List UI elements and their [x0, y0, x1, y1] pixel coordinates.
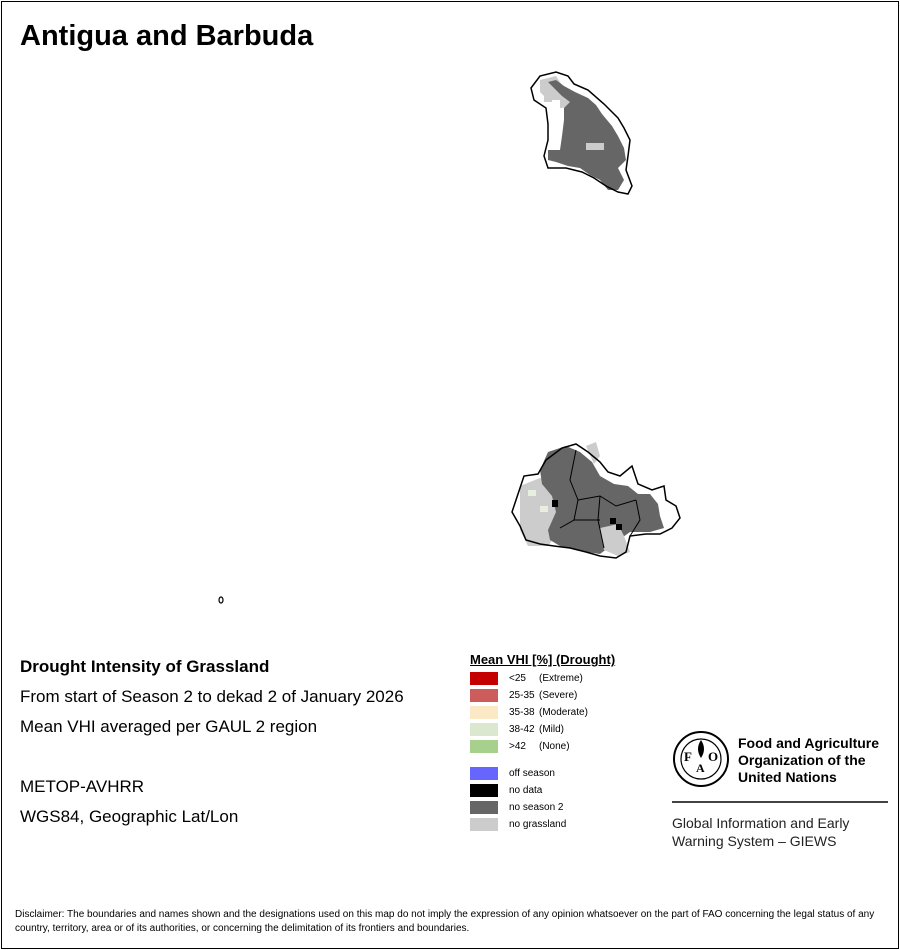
legend-label: 38-42	[509, 724, 535, 735]
fao-org-name	[738, 735, 898, 786]
disclaimer: Disclaimer: The boundaries and names shown and the designations used on this map do not imply the expression of any opinion whatsoever on the part of FAO concerning the legal status of any country, territory, area or of its authorities, or concerning the delimitation of its frontiers and boundaries.	[15, 909, 875, 934]
legend-note: (Extreme)	[539, 673, 583, 684]
fao-emblem-icon	[672, 730, 730, 788]
legend-swatch	[470, 740, 498, 753]
giews-line: Global Information and Early	[672, 815, 850, 831]
legend-label: no grassland	[509, 819, 567, 830]
barbuda-light-patch	[544, 96, 552, 102]
antigua-island	[512, 442, 680, 558]
map-title: Antigua and Barbuda	[20, 20, 314, 52]
legend-label: 35-38	[509, 707, 535, 718]
antigua-no-data	[616, 524, 622, 530]
redonda-island	[219, 597, 223, 603]
fao-org-line: United Nations	[738, 769, 837, 785]
legend-note: (Severe)	[539, 690, 578, 701]
legend-label: off season	[509, 768, 555, 779]
fao-logo-block	[672, 730, 880, 849]
legend-swatch	[470, 689, 498, 702]
svg-text:O: O	[708, 749, 719, 764]
legend-swatch	[470, 784, 498, 797]
map-projection: WGS84, Geographic Lat/Lon	[20, 807, 239, 826]
antigua-mild	[528, 490, 536, 496]
fao-divider	[672, 801, 888, 803]
legend-swatch	[470, 818, 498, 831]
map-method: Mean VHI averaged per GAUL 2 region	[20, 717, 318, 736]
svg-text:A: A	[696, 761, 705, 775]
legend-label: 25-35	[509, 690, 535, 701]
barbuda-light-patch	[540, 84, 546, 90]
svg-text:F: F	[684, 749, 692, 764]
antigua-mild	[540, 506, 548, 512]
antigua-no-data	[610, 518, 616, 524]
fao-org-line: Organization of the	[738, 752, 866, 768]
legend-swatch	[470, 723, 498, 736]
legend-swatch	[470, 706, 498, 719]
legend-title: Mean VHI [%] (Drought)	[470, 652, 616, 667]
barbuda-light-patch	[586, 143, 604, 150]
legend-swatch	[470, 801, 498, 814]
antigua-no-data	[552, 500, 558, 507]
legend-note: (Mild)	[539, 724, 564, 735]
legend-label: <25	[509, 673, 526, 684]
map-period: From start of Season 2 to dekad 2 of January 2026	[20, 687, 404, 706]
giews-line: Warning System – GIEWS	[672, 833, 837, 849]
fao-org-line: Food and Agriculture	[738, 735, 880, 751]
legend-label: >42	[509, 741, 526, 752]
map-subtitle: Drought Intensity of Grassland	[20, 657, 270, 676]
legend-label: no data	[509, 785, 543, 796]
legend-swatch	[470, 672, 498, 685]
legend-label: no season 2	[509, 802, 564, 813]
legend-note: (None)	[539, 741, 570, 752]
legend-note: (Moderate)	[539, 707, 588, 718]
legend-swatch	[470, 767, 498, 780]
barbuda-island	[531, 72, 632, 194]
giews-name	[672, 814, 892, 850]
map-sensor: METOP-AVHRR	[20, 777, 145, 796]
